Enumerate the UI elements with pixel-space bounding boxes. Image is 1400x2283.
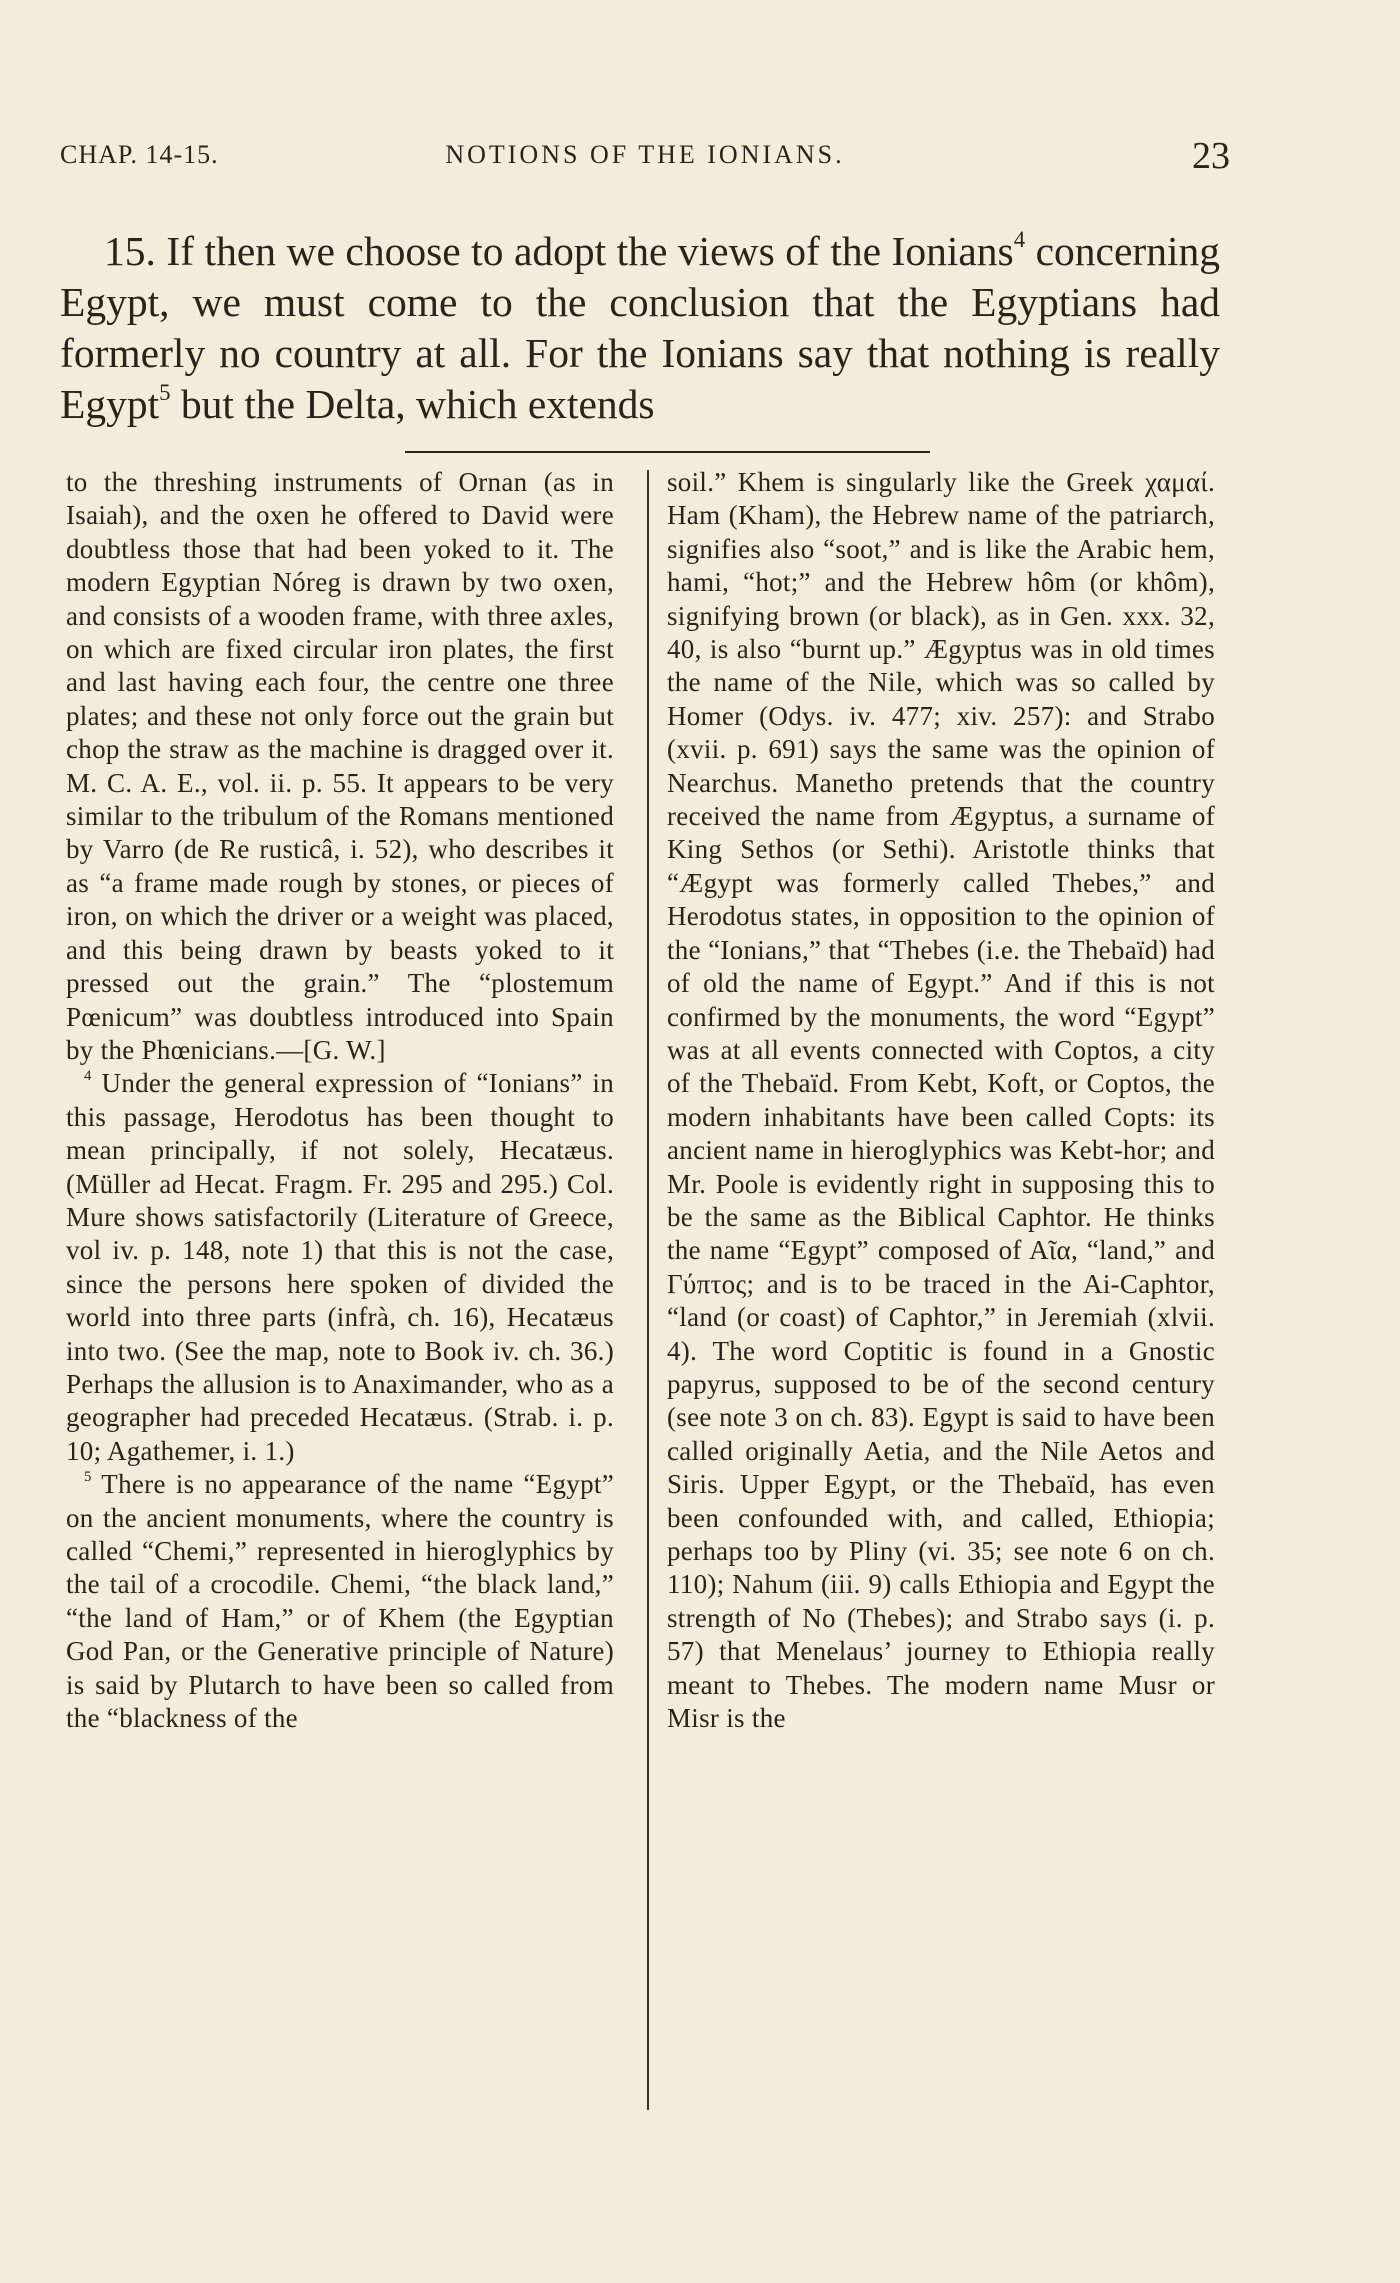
running-title: NOTIONS OF THE IONIANS. [445,140,845,169]
notes-left-column [66,466,614,1735]
main-text-part-2: concerning Egypt, we must come to the conclusion that the Egyptians had formerly no country at all. For the Ionians say that nothing is really Egypt [60,228,1220,427]
main-text-part-1: 15. If then we choose to adopt the views of the Ionians [104,228,1014,274]
footnote-4 [66,1067,614,1468]
footnote-5 [66,1468,614,1735]
text-separator-rule [405,451,930,453]
footnote-5-text: There is no appearance of the name “Egypt” on the ancient monuments, where the country is called “Chemi,” represented in hieroglyphics by the tail of a crocodile. Chemi, “the black land,” “the land of Ham,” or of Khem (the Egyptian God Pan, or the Generative principle of Nature) is said by Plutarch to have been so called from the “blackness of the [66,1469,614,1734]
footnote-ref-4: 4 [1013,226,1026,252]
footnote-5-continuation: soil.” Khem is singularly like the Greek χαμαί. Ham (Kham), the Hebrew name of the patriarch, signifies also “soot,” and is like the Arabic hem, hami, “hot;” and the Hebrew hôm (or khôm), signifying brown (or black), as in Gen. xxx. 32, 40, is also “burnt up.” Ægyptus was in old times the name of the Nile, which was so called by Homer (Odys. iv. 477; xiv. 257): and Strabo (xvii. p. 691) says the same was the opinion of Nearchus. Manetho pretends that the country received the name from Ægyptus, a surname of King Sethos (or Sethi). Aristotle thinks that “Ægypt was formerly called Thebes,” and Herodotus states, in opposition to the opinion of the “Ionians,” that “Thebes (i.e. the Thebaïd) had of old the name of Egypt.” And if this is not confirmed by the monuments, the word “Egypt” was at all events connected with Coptos, a city of the Thebaïd. From Kebt, Koft, or Coptos, the modern inhabitants have been called Copts: its ancient name in hieroglyphics was Kebt-hor; and Mr. Poole is evidently right in supposing this to be the same as the Biblical Caphtor. He thinks the name “Egypt” composed of Aῖα, “land,” and Γύπτος; and is to be traced in the Ai-Caphtor, “land (or coast) of Caphtor,” in Jeremiah (xlvii. 4). The word Coptitic is found in a Gnostic papyrus, supposed to be of the second century (see note 3 on ch. 83). Egypt is said to have been called originally Aetia, and the Nile Aetos and Siris. Upper Egypt, or the Thebaïd, has even been confounded with, and called, Ethiopia; perhaps too by Pliny (vi. 35; see note 6 on ch. 110); Nahum (iii. 9) calls Ethiopia and Egypt the strength of No (Thebes); and Strabo says (i. p. 57) that Menelaus’ journey to Ethiopia really meant to Thebes. The modern name Musr or Misr is the [667,467,1215,1734]
notes-right-column [667,466,1215,1735]
chapter-reference: CHAP. 14-15. [60,140,219,169]
footnote-4-text: Under the general expression of “Ionians” in this passage, Herodotus has been thought to mean principally, if not solely, Hecatæus. (Müller ad Hecat. Fragm. Fr. 295 and 295.) Col. Mure shows satisfactorily (Literature of Greece, vol iv. p. 148, note 1) that this is not the case, since the persons here spoken of divided the world into three parts (infrà, ch. 16), Hecatæus into two. (See the map, note to Book iv. ch. 36.) Perhaps the allusion is to Anaximander, who as a geographer had preceded Hecatæus. (Strab. i. p. 10; Agathemer, i. 1.) [66,1068,614,1466]
footnote-4-marker: 4 [84,1068,92,1085]
main-text-part-3: but the Delta, which extends [170,381,655,427]
note-continuation: to the threshing instruments of Ornan (as in Isaiah), and the oxen he offered to David were doubtless those that had been yoked to it. The modern Egyptian Nóreg is drawn by two oxen, and consists of a wooden frame, with three axles, on which are fixed circular iron plates, the first and last having each four, the centre one three plates; and these not only force out the grain but chop the straw as the machine is dragged over it. M. C. A. E., vol. ii. p. 55. It appears to be very similar to the tribulum of the Romans mentioned by Varro (de Re rusticâ, i. 52), who describes it as “a frame made rough by stones, or pieces of iron, on which the driver or a weight was placed, and this being drawn by beasts yoked to it pressed out the grain.” The “plostemum Pœnicum” was doubtless introduced into Spain by the Phœnicians.—[G. W.] [66,467,614,1065]
footnote-5-marker: 5 [84,1469,92,1486]
running-header [60,135,1230,180]
column-divider [647,470,649,2110]
main-paragraph [60,226,1220,430]
main-text [60,226,1220,430]
page-number: 23 [1192,135,1230,177]
footnote-ref-5: 5 [159,379,171,405]
